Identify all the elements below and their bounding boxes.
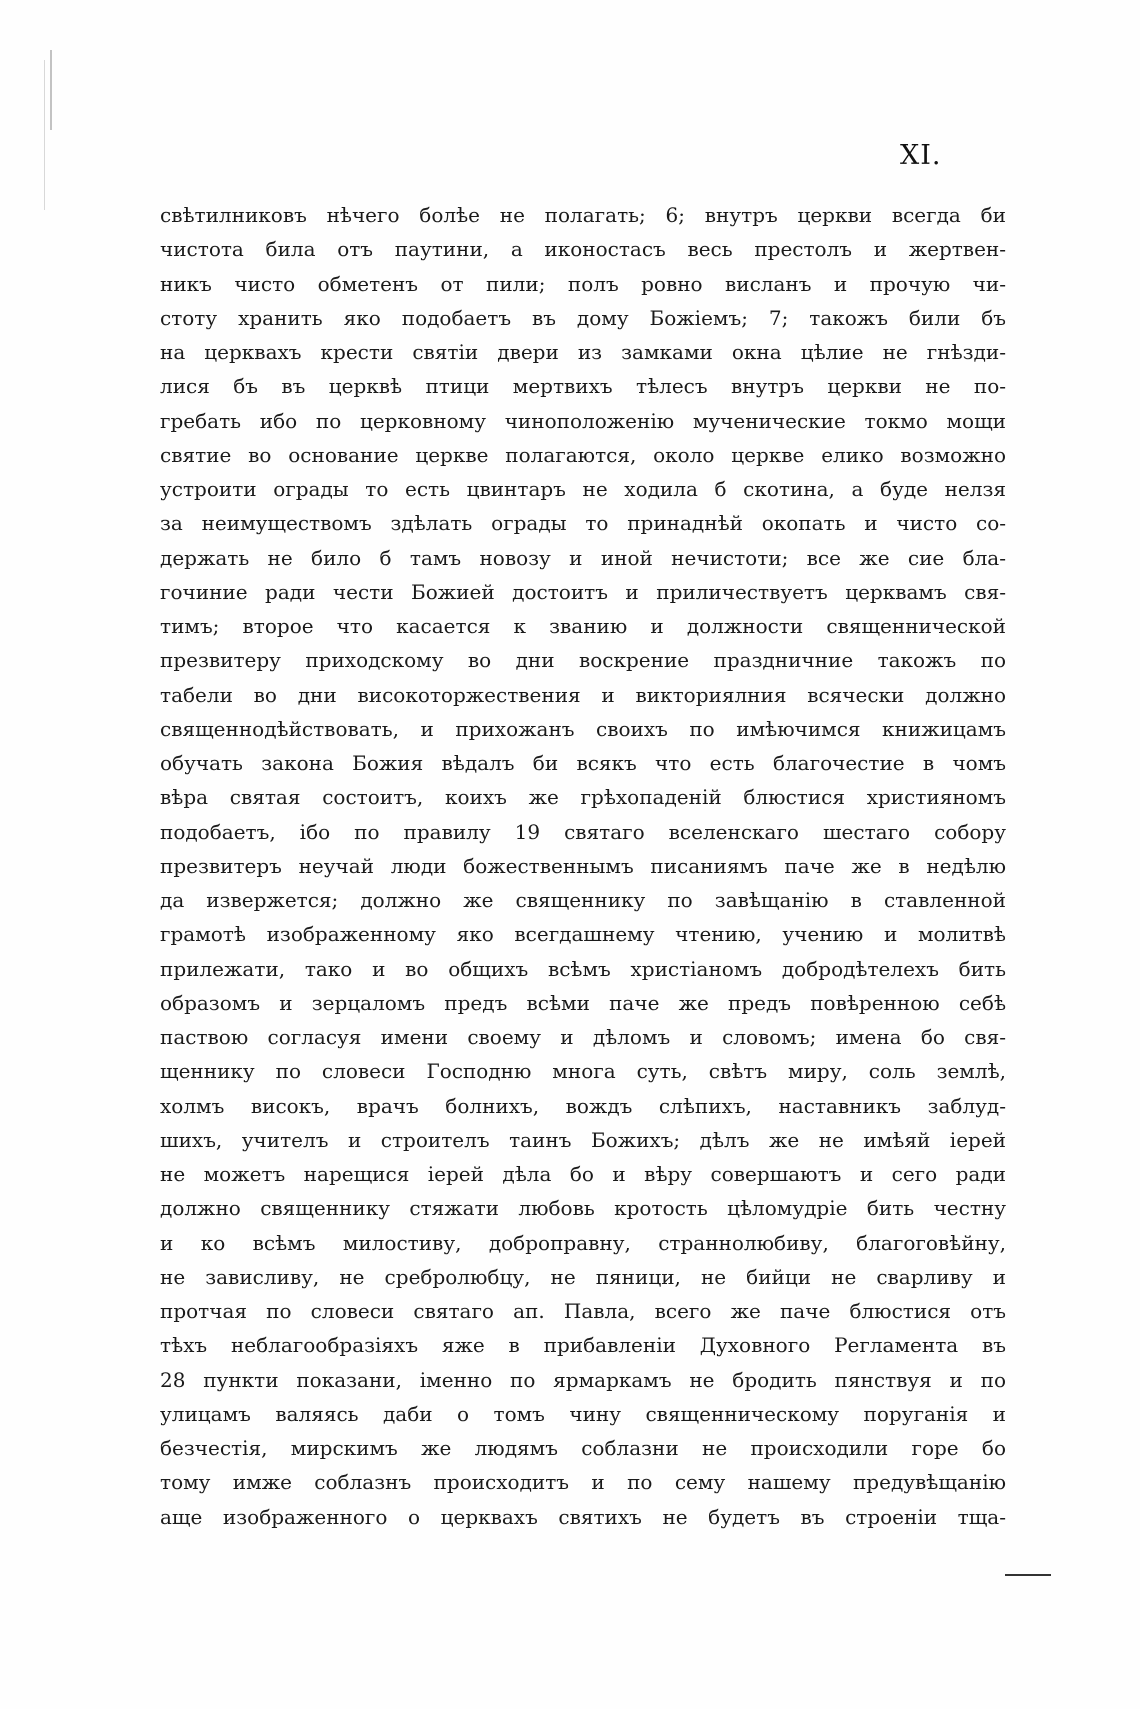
text-line: прилежати, тако и во общихъ всѣмъ христіаномъ добродѣтелехъ бить (160, 956, 1006, 981)
text-line: презвитеру приходскому во дни воскрение праздничние такожъ по (160, 648, 1006, 673)
text-line: держать не било б тамъ новозу и иной нечистоти; все же сие бла- (160, 545, 1006, 570)
text-line: подобаетъ, ібо по правилу 19 святаго вселенскаго шестаго собору (160, 819, 1006, 844)
text-line: и ко всѣмъ милостиву, доброправну, страннолюбиву, благоговѣйну, (160, 1230, 1006, 1255)
text-line: тому имже соблазнъ происходитъ и по сему нашему предувѣщанію (160, 1470, 1006, 1495)
text-line: обучать закона Божия вѣдалъ би всякъ что есть благочестие в чомъ (160, 751, 1006, 775)
text-line: никъ чисто обметенъ от пили; полъ ровно висланъ и прочую чи- (160, 271, 1006, 296)
text-line: образомъ и зерцаломъ предъ всѣми паче же предъ повѣренною себѣ (160, 990, 1006, 1015)
text-line: чистота била отъ паутини, а иконостасъ весь престолъ и жертвен- (160, 237, 1006, 262)
text-line: святие во основание церкве полагаются, около церкве елико возможно (160, 442, 1006, 467)
text-line: не зависливу, не сребролюбцу, не пяници, не бийци не сварливу и (160, 1264, 1006, 1289)
text-line: тѣхъ неблагообразіяхъ яже в прибавленіи Духовного Регламента въ (160, 1333, 1006, 1358)
text-line: лися бъ въ церквѣ птици мертвихъ тѣлесъ внутръ церкви не по- (160, 374, 1006, 399)
page-number: XI. (900, 140, 942, 171)
text-line: священнодѣйствовать, и прихожанъ своихъ по имѣючимся книжицамъ (160, 716, 1006, 741)
text-line: свѣтилниковъ нѣчего болѣе не полагать; 6; внутръ церкви всегда би (160, 203, 1006, 227)
text-line: паствою согласуя имени своему и дѣломъ и словомъ; имена бо свя- (160, 1025, 1006, 1049)
text-line: должно священнику стяжати любовь кротость цѣломудріе бить честну (160, 1196, 1006, 1221)
text-line: презвитеръ неучай люди божественнымъ писаниямъ паче же в недѣлю (160, 853, 1006, 878)
text-line: устроити ограды то есть цвинтаръ не ходила б скотина, а буде нелзя (160, 477, 1006, 501)
text-line: на церквахъ крести святіи двери из замками окна цѣлие не гнѣзди- (160, 340, 1006, 364)
text-line: щеннику по словеси Господню многа суть, свѣтъ миру, соль землѣ, (160, 1059, 1006, 1084)
text-line: гочиние ради чести Божией достоитъ и приличествуетъ церквамъ свя- (160, 579, 1006, 604)
text-line: аще изображенного о церквахъ святихъ не будетъ въ строеніи тща- (160, 1504, 1006, 1529)
text-line: 28 пункти показани, іменно по ярмаркамъ не бродить пянствуя и по (160, 1367, 1006, 1392)
catchword-dash (1005, 1574, 1051, 1576)
text-line: холмъ високъ, врачъ болнихъ, вождъ слѣпихъ, наставникъ заблуд- (160, 1093, 1006, 1118)
scan-edge-mark (44, 60, 45, 210)
text-line: безчестія, мирскимъ же людямъ соблазни не происходили горе бо (160, 1436, 1006, 1460)
text-line: стоту хранить яко подобаетъ въ дому Божіемъ; 7; такожъ били бъ (160, 305, 1006, 330)
text-line: гребать ибо по церковному чиноположенію мученические токмо мощи (160, 408, 1006, 433)
text-line: протчая по словеси святаго ап. Павла, всего же паче блюстися отъ (160, 1299, 1006, 1323)
text-line: тимъ; второе что касается к званию и должности священнической (160, 614, 1006, 638)
text-line: за неимуществомъ здѣлать ограды то принаднѣй окопать и чисто со- (160, 511, 1006, 536)
text-line: улицамъ валяясь даби о томъ чину священническому поруганія и (160, 1401, 1006, 1426)
scan-edge-mark (50, 50, 52, 130)
text-line: да извержется; должно же священнику по завѣщанію в ставленной (160, 888, 1006, 912)
text-line: шихъ, учителъ и строителъ таинъ Божихъ; дѣлъ же не имѣяй іерей (160, 1127, 1006, 1152)
text-line: не можетъ нарещися іерей дѣла бо и вѣру совершаютъ и сего ради (160, 1162, 1006, 1186)
text-line: табели во дни високоторжествения и викториялния всячески должно (160, 682, 1006, 707)
text-line: вѣра святая состоитъ, коихъ же грѣхопаденій блюстися християномъ (160, 785, 1006, 810)
body-text (160, 198, 1006, 1534)
text-line: грамотѣ изображенному яко всегдашнему чтению, учению и молитвѣ (160, 922, 1006, 947)
